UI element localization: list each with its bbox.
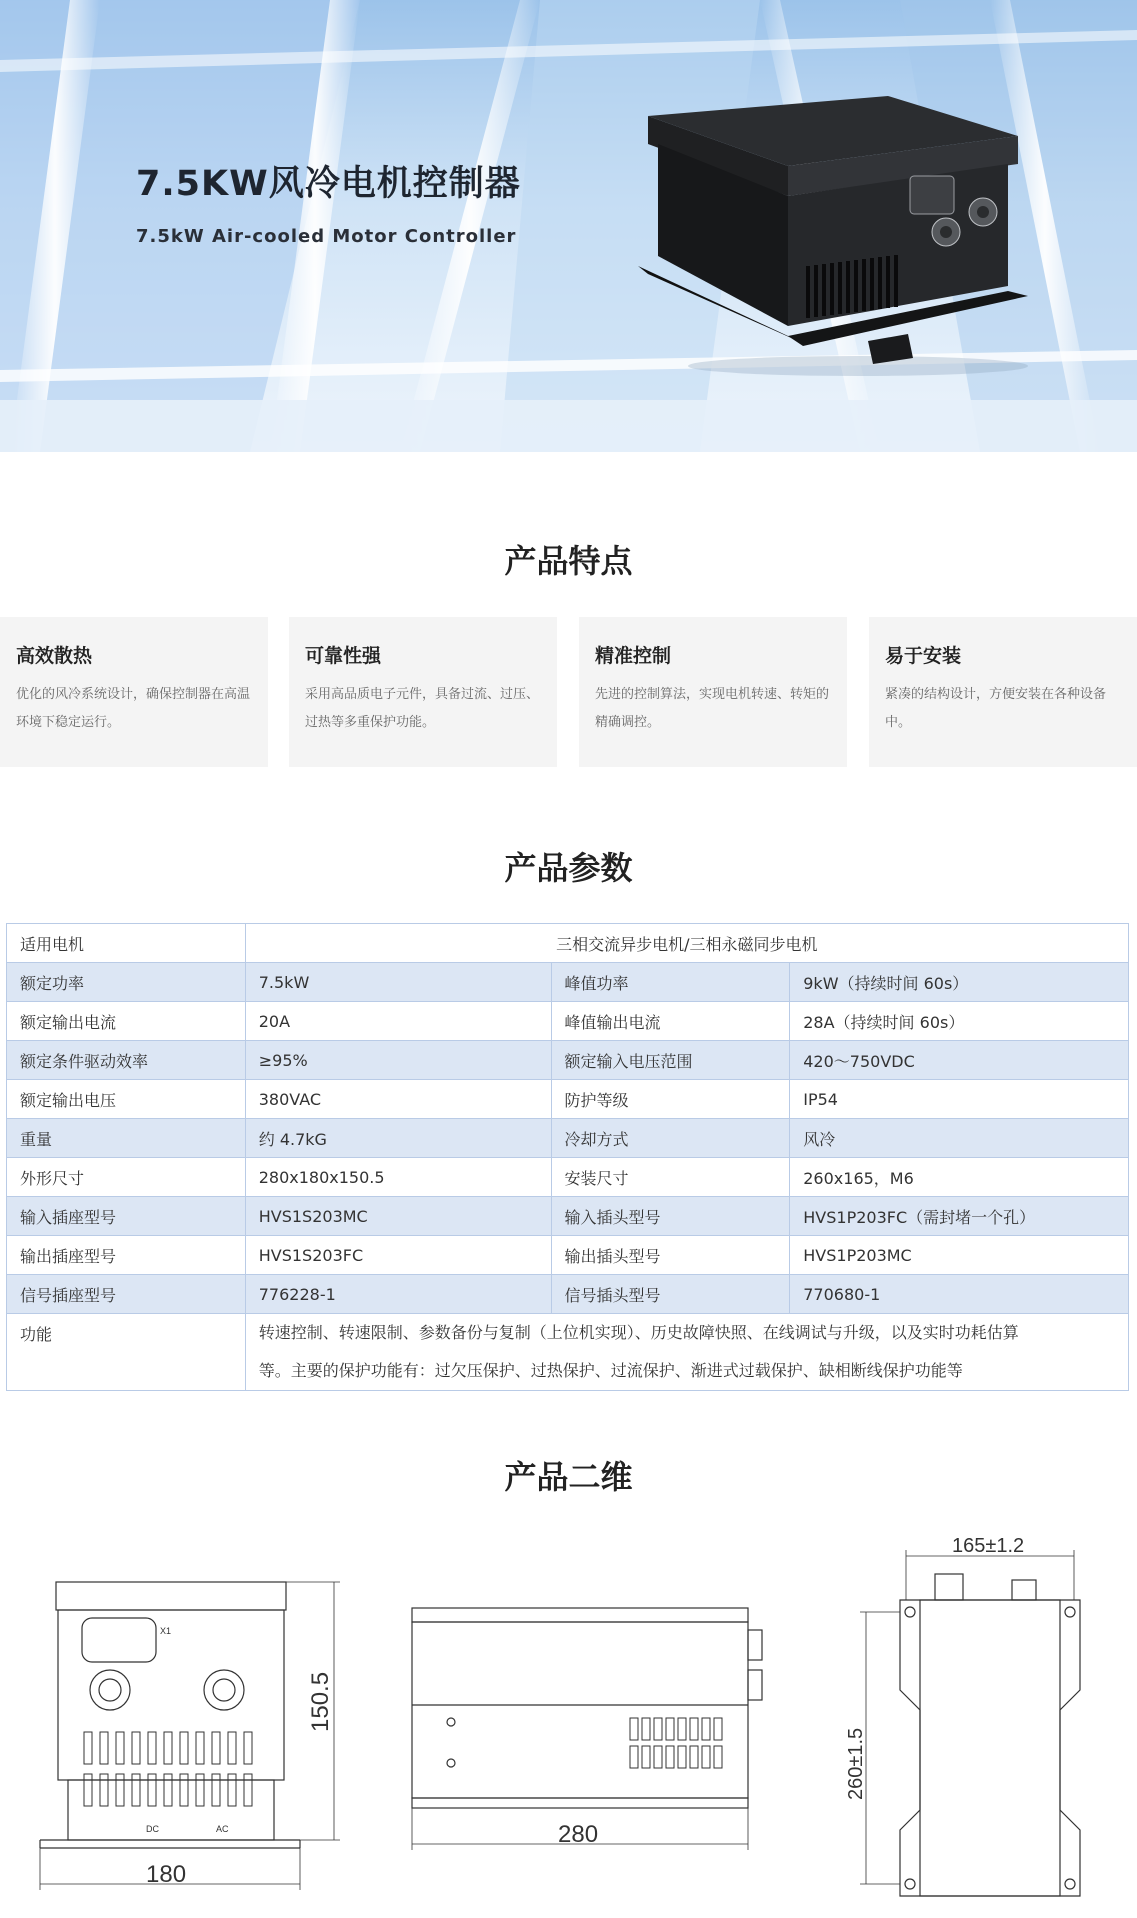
table-cell: 7.5kW	[245, 963, 551, 1002]
table-cell: 外形尺寸	[7, 1158, 246, 1197]
table-row	[7, 1002, 1129, 1041]
table-row	[7, 1314, 1129, 1391]
front-dc-label: DC	[146, 1824, 159, 1834]
table-row	[7, 963, 1129, 1002]
table-cell: 输出插头型号	[551, 1236, 790, 1275]
table-cell: 420～750VDC	[790, 1041, 1129, 1080]
table-cell: 信号插头型号	[551, 1275, 790, 1314]
table-cell: 输出插座型号	[7, 1236, 246, 1275]
front-width-dim: 180	[146, 1861, 187, 1888]
technical-drawings	[0, 1510, 1137, 1914]
table-cell: 额定输出电压	[7, 1080, 246, 1119]
table-cell: 380VAC	[245, 1080, 551, 1119]
table-cell: 770680-1	[790, 1275, 1129, 1314]
table-cell: 冷却方式	[551, 1119, 790, 1158]
table-cell	[245, 1314, 1128, 1391]
table-cell: 重量	[7, 1119, 246, 1158]
features-title: 产品特点	[504, 542, 633, 580]
table-cell: 风冷	[790, 1119, 1129, 1158]
feature-card	[579, 617, 847, 767]
hero-banner	[0, 0, 1137, 452]
table-cell: 额定输入电压范围	[551, 1041, 790, 1080]
front-ac-label: AC	[216, 1824, 229, 1834]
table-row	[7, 1119, 1129, 1158]
feature-card	[289, 617, 557, 767]
table-cell: 20A	[245, 1002, 551, 1041]
feature-title: 高效散热	[16, 645, 93, 667]
spec-table	[6, 923, 1129, 1391]
feature-title: 易于安装	[885, 645, 962, 667]
table-cell: 额定输出电流	[7, 1002, 246, 1041]
table-row	[7, 1041, 1129, 1080]
table-row	[7, 924, 1129, 963]
table-cell: 峰值输出电流	[551, 1002, 790, 1041]
table-row	[7, 1275, 1129, 1314]
table-cell: 三相交流异步电机/三相永磁同步电机	[245, 924, 1128, 963]
table-row	[7, 1080, 1129, 1119]
hero-title: 7.5KW风冷电机控制器	[136, 164, 521, 204]
table-cell: 776228-1	[245, 1275, 551, 1314]
top-length-dim: 260±1.5	[845, 1727, 867, 1800]
top-width-dim: 165±1.2	[952, 1535, 1025, 1557]
side-length-dim: 280	[558, 1821, 599, 1848]
params-title: 产品参数	[504, 849, 633, 887]
table-cell: 280x180x150.5	[245, 1158, 551, 1197]
feature-title: 精准控制	[595, 645, 672, 667]
table-cell: ≥95%	[245, 1041, 551, 1080]
table-cell: HVS1P203MC	[790, 1236, 1129, 1275]
table-cell: 9kW（持续时间 60s）	[790, 963, 1129, 1002]
table-cell: 260x165，M6	[790, 1158, 1129, 1197]
table-cell: HVS1S203FC	[245, 1236, 551, 1275]
table-row	[7, 1236, 1129, 1275]
front-x1-label: X1	[160, 1626, 172, 1636]
feature-desc: 紧凑的结构设计，方便安装在各种设备中。	[885, 687, 1107, 730]
table-cell: 额定功率	[7, 963, 246, 1002]
feature-title: 可靠性强	[305, 645, 382, 667]
hero-subtitle: 7.5kW Air-cooled Motor Controller	[136, 226, 517, 247]
table-cell: 信号插座型号	[7, 1275, 246, 1314]
side-view-drawing	[412, 1608, 762, 1850]
front-view-drawing	[40, 1582, 340, 1890]
feature-card	[869, 617, 1137, 767]
table-cell: 输入插座型号	[7, 1197, 246, 1236]
table-cell: 安装尺寸	[551, 1158, 790, 1197]
table-cell: HVS1P203FC（需封堵一个孔）	[790, 1197, 1129, 1236]
front-height-dim: 150.5	[307, 1671, 334, 1732]
table-cell: 输入插头型号	[551, 1197, 790, 1236]
features-list	[0, 617, 1137, 767]
function-line: 等。主要的保护功能有：过欠压保护、过热保护、过流保护、渐进式过载保护、缺相断线保护功能等	[258, 1361, 963, 1380]
table-cell: 额定条件驱动效率	[7, 1041, 246, 1080]
feature-card	[0, 617, 268, 767]
table-cell: HVS1S203MC	[245, 1197, 551, 1236]
product-image	[628, 96, 1048, 386]
feature-desc: 先进的控制算法，实现电机转速、转矩的精确调控。	[595, 687, 830, 730]
table-cell: 适用电机	[7, 924, 246, 963]
feature-desc: 优化的风冷系统设计，确保控制器在高温环境下稳定运行。	[16, 687, 251, 730]
feature-desc: 采用高品质电子元件，具备过流、过压、过热等多重保护功能。	[305, 687, 540, 730]
table-row	[7, 1158, 1129, 1197]
table-cell: IP54	[790, 1080, 1129, 1119]
table-cell: 28A（持续时间 60s）	[790, 1002, 1129, 1041]
table-row	[7, 1197, 1129, 1236]
drawings-area	[0, 1510, 1137, 1914]
table-cell: 功能	[7, 1314, 246, 1391]
table-cell: 峰值功率	[551, 963, 790, 1002]
drawings-title: 产品二维	[504, 1458, 633, 1496]
table-cell: 约 4.7kG	[245, 1119, 551, 1158]
top-view-drawing	[860, 1550, 1080, 1896]
function-line: 转速控制、转速限制、参数备份与复制（上位机实现）、历史故障快照、在线调试与升级，以及实时功耗估算	[258, 1323, 1019, 1342]
table-cell: 防护等级	[551, 1080, 790, 1119]
